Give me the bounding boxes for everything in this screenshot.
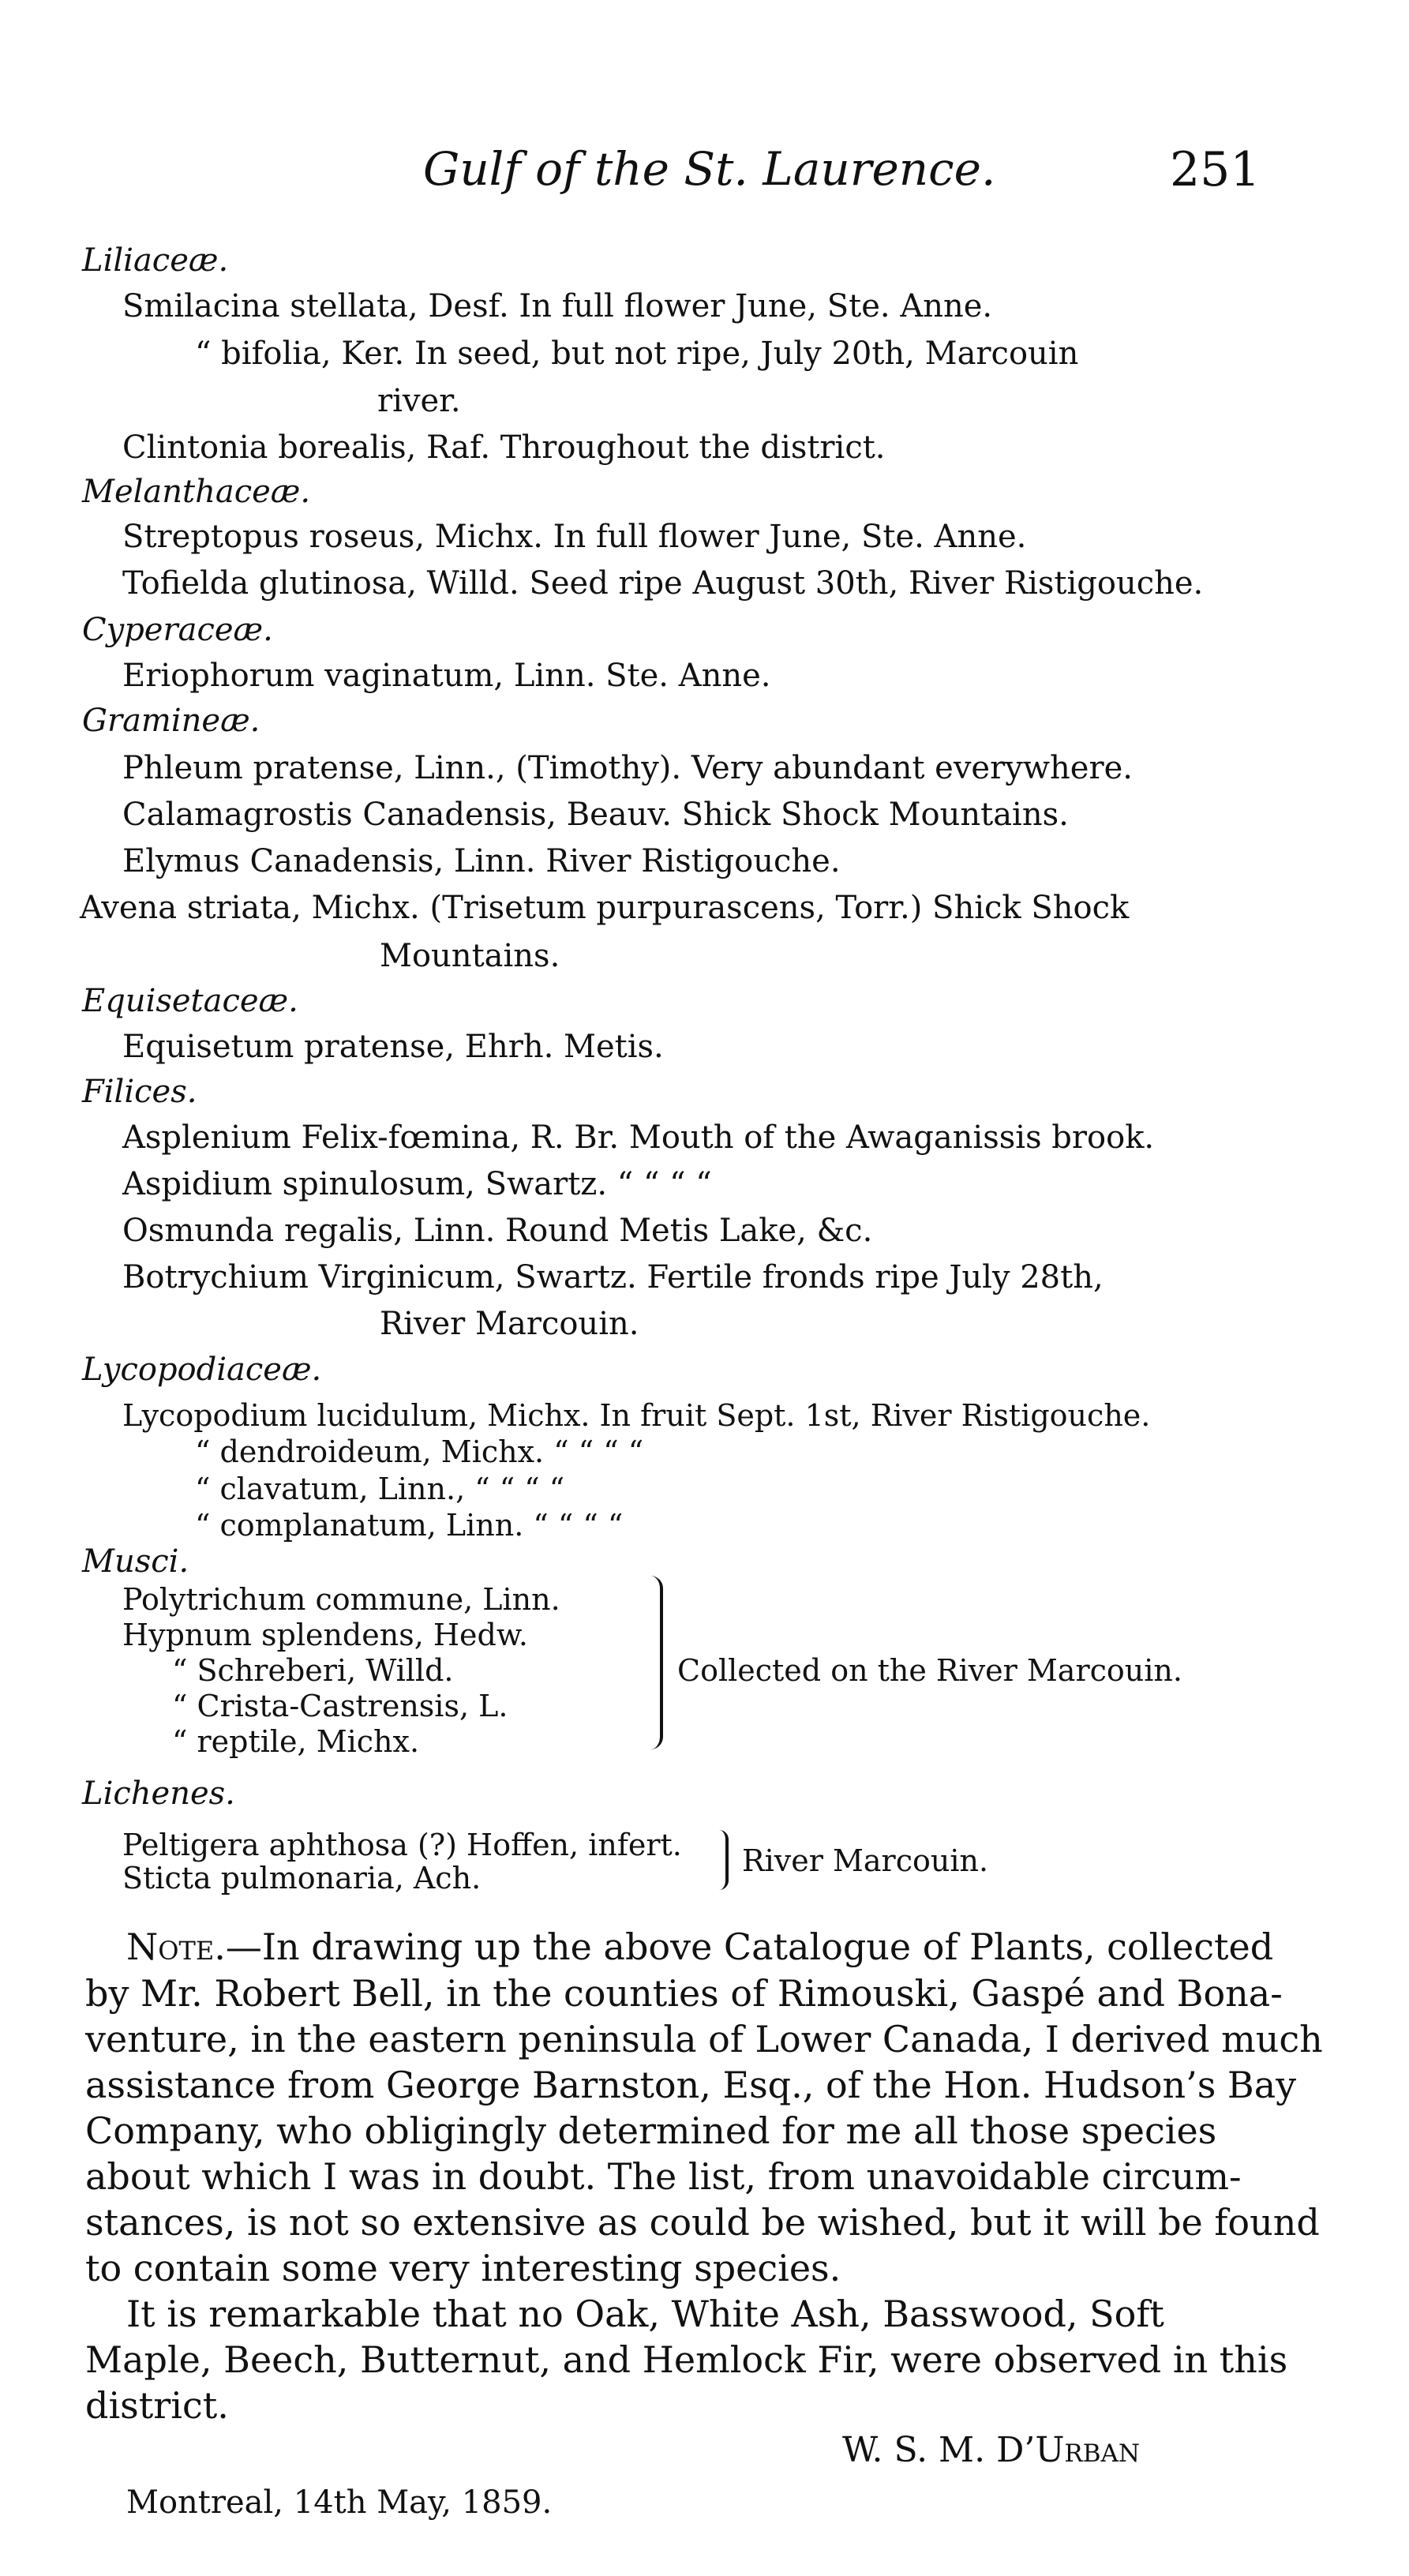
species-entry: Peltigera aphthosa (?) Hoffen, infert. bbox=[122, 1828, 682, 1862]
signature: W. S. M. D’Urban bbox=[842, 2430, 1141, 2470]
species-entry: Tofielda glutinosa, Willd. Seed ripe August 30th, River Ristigouche. bbox=[122, 565, 1204, 602]
bracket-musci bbox=[646, 1576, 663, 1749]
note-line: venture, in the eastern peninsula of Lower Canada, I derived much bbox=[85, 2018, 1323, 2060]
species-entry: Clintonia borealis, Raf. Throughout the district. bbox=[122, 429, 886, 466]
bracket-lichenes bbox=[714, 1830, 729, 1890]
species-entry: Eriophorum vaginatum, Linn. Ste. Anne. bbox=[122, 658, 771, 694]
note-line: Maple, Beech, Butternut, and Hemlock Fir, were observed in this bbox=[85, 2338, 1288, 2381]
species-entry: Phleum pratense, Linn., (Timothy). Very abundant everywhere. bbox=[122, 750, 1133, 786]
bracket-locality: River Marcouin. bbox=[742, 1843, 989, 1878]
note-lead: Note. bbox=[126, 1925, 226, 1968]
species-entry: “ clavatum, Linn., “ “ “ “ bbox=[195, 1472, 565, 1506]
family-heading: Filices. bbox=[82, 1074, 197, 1110]
species-entry: Hypnum splendens, Hedw. bbox=[122, 1618, 528, 1652]
species-entry: Asplenium Felix-fœmina, R. Br. Mouth of the Awaganissis brook. bbox=[122, 1119, 1155, 1156]
note-line: district. bbox=[85, 2384, 229, 2427]
family-heading: Lycopodiaceæ. bbox=[82, 1352, 322, 1388]
species-entry: Equisetum pratense, Ehrh. Metis. bbox=[122, 1029, 664, 1065]
species-entry: Lycopodium lucidulum, Michx. In fruit Sept. 1st, River Ristigouche. bbox=[122, 1398, 1151, 1433]
species-entry: Sticta pulmonaria, Ach. bbox=[122, 1861, 482, 1895]
note-line: It is remarkable that no Oak, White Ash, Basswood, Soft bbox=[126, 2293, 1164, 2335]
note-first-line bbox=[126, 1925, 1274, 1968]
species-entry: “ Schreberi, Willd. bbox=[172, 1653, 454, 1688]
species-entry: Osmunda regalis, Linn. Round Metis Lake, &c. bbox=[122, 1213, 873, 1249]
note-line: by Mr. Robert Bell, in the counties of Rimouski, Gaspé and Bona- bbox=[85, 1972, 1283, 2015]
species-entry: “ bifolia, Ker. In seed, but not ripe, July 20th, Marcouin bbox=[195, 336, 1079, 372]
note-line: Company, who obligingly determined for me all those species bbox=[85, 2109, 1217, 2152]
species-entry: Calamagrostis Canadensis, Beauv. Shick Shock Mountains. bbox=[122, 797, 1069, 833]
species-entry: “ complanatum, Linn. “ “ “ “ bbox=[195, 1508, 624, 1543]
species-entry: Avena striata, Michx. (Trisetum purpurascens, Torr.) Shick Shock bbox=[80, 890, 1130, 926]
family-heading: Musci. bbox=[82, 1543, 189, 1580]
family-heading: Gramineæ. bbox=[82, 703, 260, 739]
entry-continuation: river. bbox=[377, 383, 461, 419]
species-entry: Aspidium spinulosum, Swartz. “ “ “ “ bbox=[122, 1166, 712, 1202]
species-entry: Botrychium Virginicum, Swartz. Fertile fronds ripe July 28th, bbox=[122, 1259, 1104, 1295]
entry-continuation: Mountains. bbox=[380, 938, 560, 974]
bracket-locality: Collected on the River Marcouin. bbox=[677, 1653, 1182, 1688]
note-line: about which I was in doubt. The list, from unavoidable circum- bbox=[85, 2155, 1242, 2198]
species-entry: “ Crista-Castrensis, L. bbox=[172, 1689, 508, 1723]
family-heading: Melanthaceæ. bbox=[82, 474, 311, 510]
species-entry: “ dendroideum, Michx. “ “ “ “ bbox=[195, 1434, 644, 1469]
species-entry: Polytrichum commune, Linn. bbox=[122, 1582, 560, 1617]
family-heading: Cyperaceæ. bbox=[82, 612, 273, 648]
species-entry: Streptopus roseus, Michx. In full flower June, Ste. Anne. bbox=[122, 519, 1027, 555]
running-header: Gulf of the St. Laurence. bbox=[423, 142, 996, 196]
family-heading: Lichenes. bbox=[82, 1775, 235, 1812]
note-line: to contain some very interesting species. bbox=[85, 2247, 841, 2289]
note-line: stances, is not so extensive as could be wished, but it will be found bbox=[85, 2201, 1320, 2244]
entry-continuation: River Marcouin. bbox=[380, 1306, 639, 1342]
species-entry: Smilacina stellata, Desf. In full flower June, Ste. Anne. bbox=[122, 288, 993, 324]
family-heading: Liliaceæ. bbox=[82, 242, 229, 279]
species-entry: Elymus Canadensis, Linn. River Ristigouche. bbox=[122, 843, 841, 879]
family-heading: Equisetaceæ. bbox=[82, 983, 298, 1019]
note-text: —In drawing up the above Catalogue of Plants, collected bbox=[225, 1925, 1274, 1968]
dateline: Montreal, 14th May, 1859. bbox=[126, 2484, 553, 2521]
page-number: 251 bbox=[1170, 142, 1261, 197]
species-entry: “ reptile, Michx. bbox=[172, 1724, 420, 1759]
note-line: assistance from George Barnston, Esq., of the Hon. Hudson’s Bay bbox=[85, 2064, 1297, 2106]
